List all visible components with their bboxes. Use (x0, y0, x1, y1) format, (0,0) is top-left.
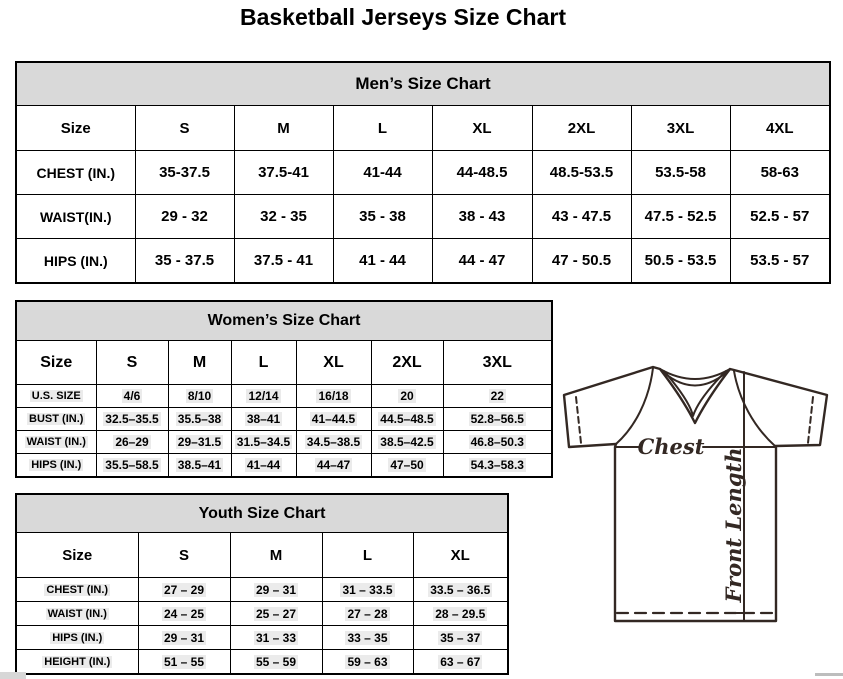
cell-text: 22 (490, 389, 504, 403)
row-label-text: HIPS (IN.) (31, 459, 82, 471)
table-row (16, 341, 552, 385)
table-row (16, 533, 508, 578)
column-header-size: Size (16, 533, 138, 578)
row-label (16, 454, 96, 478)
youth-chart-title: Youth Size Chart (16, 494, 508, 533)
table-cell (231, 408, 296, 431)
table-cell (322, 650, 413, 675)
cell-text: 27 – 29 (163, 582, 205, 597)
table-cell: 52.5 - 57 (730, 195, 830, 239)
column-header: S (96, 341, 168, 385)
cell-text: 51 – 55 (163, 654, 205, 669)
bottom-right-edge-artifact (815, 673, 843, 676)
cell-text: 46.8–50.3 (470, 435, 524, 449)
column-header: 4XL (730, 106, 830, 151)
column-header: S (138, 533, 230, 578)
womens-chart-title: Women’s Size Chart (16, 301, 552, 341)
row-label (16, 431, 96, 454)
cell-text: 29 – 31 (163, 630, 205, 645)
table-cell: 29 - 32 (135, 195, 234, 239)
table-row (16, 431, 552, 454)
table-row (16, 602, 508, 626)
table-cell (413, 626, 508, 650)
table-cell: 43 - 47.5 (532, 195, 631, 239)
cell-text: 35.5–58.5 (105, 458, 159, 472)
jersey-outline (564, 367, 827, 621)
youth-size-chart-table (15, 493, 509, 675)
column-header: S (135, 106, 234, 151)
table-row (16, 301, 552, 341)
cell-text: 63 – 67 (440, 654, 481, 669)
row-label-text: BUST (IN.) (29, 413, 84, 425)
table-cell (296, 408, 371, 431)
table-cell (168, 454, 231, 478)
row-label (16, 602, 138, 626)
column-header-size: Size (16, 106, 135, 151)
cell-text: 4/6 (123, 389, 141, 403)
row-label: CHEST (IN.) (16, 151, 135, 195)
cell-text: 38.5–41 (177, 458, 222, 472)
table-cell (413, 578, 508, 602)
mens-size-chart-table (15, 61, 831, 284)
table-cell (138, 626, 230, 650)
cell-text: 20 (400, 389, 414, 403)
table-cell (296, 431, 371, 454)
cell-text: 38–41 (246, 412, 281, 426)
cell-text: 27 – 28 (347, 606, 388, 621)
row-label-text: CHEST (IN.) (46, 583, 109, 596)
column-header: XL (432, 106, 532, 151)
table-cell (322, 626, 413, 650)
bottom-left-edge-artifact (0, 672, 26, 679)
table-row (16, 408, 552, 431)
table-row (16, 195, 830, 239)
table-cell (443, 385, 552, 408)
page-title: Basketball Jerseys Size Chart (239, 4, 566, 30)
table-cell: 44-48.5 (432, 151, 532, 195)
table-cell: 53.5-58 (631, 151, 730, 195)
row-label (16, 408, 96, 431)
table-cell (230, 650, 322, 675)
cell-text: 35 – 37 (440, 630, 481, 645)
table-cell (443, 431, 552, 454)
cell-text: 34.5–38.5 (306, 435, 361, 449)
table-row (16, 578, 508, 602)
cell-text: 25 – 27 (255, 606, 297, 621)
column-header: 3XL (443, 341, 552, 385)
cell-text: 41–44 (246, 458, 281, 472)
table-cell (296, 454, 371, 478)
table-row (16, 494, 508, 533)
table-cell (168, 408, 231, 431)
column-header: L (322, 533, 413, 578)
table-cell (371, 454, 443, 478)
row-label: HIPS (IN.) (16, 239, 135, 284)
table-cell (168, 385, 231, 408)
table-cell (138, 650, 230, 675)
table-cell: 41-44 (333, 151, 432, 195)
mens-chart-title: Men’s Size Chart (16, 62, 830, 106)
cell-text: 54.3–58.3 (470, 458, 524, 472)
jersey-measurement-diagram (550, 355, 840, 645)
table-cell (231, 385, 296, 408)
table-row (16, 385, 552, 408)
cell-text: 35.5–38 (177, 412, 222, 426)
cell-text: 16/18 (318, 389, 349, 403)
table-cell: 32 - 35 (234, 195, 333, 239)
row-label (16, 650, 138, 675)
table-cell: 38 - 43 (432, 195, 532, 239)
front-length-label: Front Length (721, 447, 746, 603)
table-row (16, 650, 508, 675)
table-cell: 41 - 44 (333, 239, 432, 284)
table-cell (230, 626, 322, 650)
column-header: M (230, 533, 322, 578)
table-cell (96, 385, 168, 408)
table-cell (96, 431, 168, 454)
row-label (16, 578, 138, 602)
table-cell (371, 431, 443, 454)
table-cell: 50.5 - 53.5 (631, 239, 730, 284)
cell-text: 52.8–56.5 (470, 412, 524, 426)
column-header: M (168, 341, 231, 385)
cell-text: 33.5 – 36.5 (430, 582, 491, 597)
cell-text: 41–44.5 (311, 412, 356, 426)
table-cell: 58-63 (730, 151, 830, 195)
table-cell: 53.5 - 57 (730, 239, 830, 284)
table-cell (138, 578, 230, 602)
table-row (16, 239, 830, 284)
table-cell (371, 408, 443, 431)
table-cell (413, 602, 508, 626)
table-cell: 37.5-41 (234, 151, 333, 195)
row-label (16, 626, 138, 650)
row-label (16, 385, 96, 408)
column-header: L (231, 341, 296, 385)
cell-text: 44.5–48.5 (380, 412, 434, 426)
table-cell: 35-37.5 (135, 151, 234, 195)
chest-label: Chest (637, 434, 705, 459)
column-header-size: Size (16, 341, 96, 385)
row-label-text: WAIST (IN.) (47, 607, 107, 620)
column-header: L (333, 106, 432, 151)
table-cell (443, 454, 552, 478)
cell-text: 28 – 29.5 (435, 606, 486, 621)
cell-text: 38.5–42.5 (380, 435, 434, 449)
table-cell (413, 650, 508, 675)
womens-size-chart-table (15, 300, 553, 478)
column-header: XL (413, 533, 508, 578)
table-cell (322, 578, 413, 602)
table-row (16, 106, 830, 151)
row-label-text: U.S. SIZE (31, 390, 81, 402)
table-cell (443, 408, 552, 431)
table-cell (322, 602, 413, 626)
table-cell: 35 - 38 (333, 195, 432, 239)
table-cell: 47 - 50.5 (532, 239, 631, 284)
cell-text: 8/10 (187, 389, 212, 403)
cell-text: 32.5–35.5 (105, 412, 159, 426)
cell-text: 47–50 (390, 458, 424, 472)
table-row (16, 151, 830, 195)
cell-text: 31 – 33.5 (342, 582, 393, 597)
table-cell: 35 - 37.5 (135, 239, 234, 284)
table-cell (96, 408, 168, 431)
table-cell (231, 454, 296, 478)
row-label-text: HIPS (IN.) (52, 631, 103, 644)
cell-text: 55 – 59 (255, 654, 297, 669)
cell-text: 44–47 (316, 458, 351, 472)
row-label: WAIST(IN.) (16, 195, 135, 239)
row-label-text: WAIST (IN.) (26, 436, 86, 448)
table-cell (96, 454, 168, 478)
cell-text: 59 – 63 (347, 654, 388, 669)
table-cell: 48.5-53.5 (532, 151, 631, 195)
table-cell: 47.5 - 52.5 (631, 195, 730, 239)
cell-text: 24 – 25 (163, 606, 205, 621)
cell-text: 29–31.5 (177, 435, 222, 449)
column-header: XL (296, 341, 371, 385)
column-header: M (234, 106, 333, 151)
column-header: 2XL (532, 106, 631, 151)
table-cell (231, 431, 296, 454)
table-cell: 37.5 - 41 (234, 239, 333, 284)
table-cell (371, 385, 443, 408)
table-row (16, 626, 508, 650)
row-label-text: HEIGHT (IN.) (44, 655, 111, 668)
table-cell (138, 602, 230, 626)
cell-text: 12/14 (248, 389, 279, 403)
table-cell (168, 431, 231, 454)
table-cell (296, 385, 371, 408)
table-row (16, 454, 552, 478)
table-cell: 44 - 47 (432, 239, 532, 284)
cell-text: 33 – 35 (347, 630, 388, 645)
column-header: 3XL (631, 106, 730, 151)
cell-text: 26–29 (115, 435, 149, 449)
table-cell (230, 578, 322, 602)
table-cell (230, 602, 322, 626)
column-header: 2XL (371, 341, 443, 385)
cell-text: 31.5–34.5 (236, 435, 291, 449)
cell-text: 29 – 31 (255, 582, 297, 597)
table-row (16, 62, 830, 106)
cell-text: 31 – 33 (255, 630, 297, 645)
